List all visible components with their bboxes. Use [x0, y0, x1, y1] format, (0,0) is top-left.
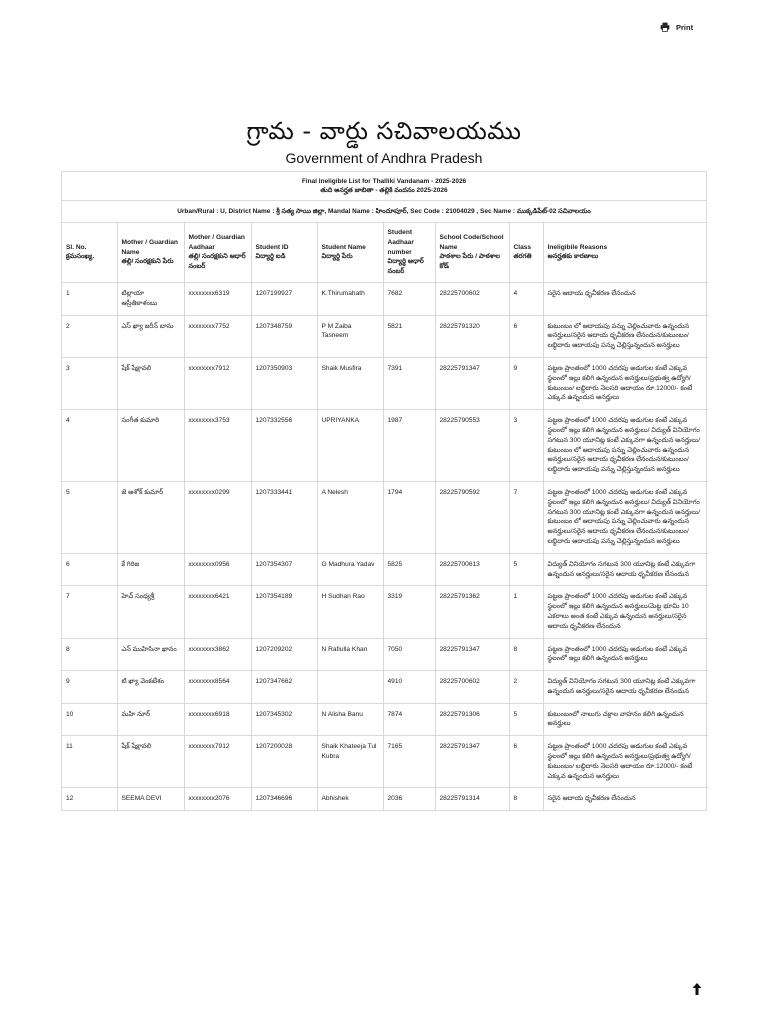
- column-header-en: Student Aadhaar number: [387, 229, 414, 256]
- class-cell: 3: [509, 410, 543, 482]
- sl-no-cell: 3: [62, 357, 117, 409]
- student-id-cell: 1207345302: [251, 703, 317, 736]
- table-row: [62, 586, 708, 638]
- print-label: Print: [676, 22, 694, 32]
- column-header: [435, 223, 509, 282]
- student-name-cell: N Alisha Banu: [317, 703, 383, 736]
- sl-no-cell: 6: [62, 553, 117, 586]
- column-header-en: Ineligibile Reasons: [547, 243, 608, 251]
- class-cell: 7: [509, 481, 543, 553]
- table-row: [62, 315, 708, 357]
- column-header-te: తరగతి: [513, 253, 532, 261]
- area-details: Urban/Rural : U, District Name : శ్రీ సత్య సాయి జిల్లా, Mandal Name : హిందూపూర్, Sec Code : 21004029 , Sec Name : ముక్కడిపేట్-02 సచివాలయం: [62, 201, 706, 223]
- reason-cell: కుటుంబం లో ఆదాయపు పన్ను చెల్లించువారు ఉన్నందున అనర్హులు/సరైన ఆదాయ ధృవీకరణ లేనందున/కుటుంబం/ లబ్ధిదారు ఆదాయపు పన్ను చెల్లిస్తున్నందున అనర్హులు: [543, 315, 708, 357]
- column-header: [543, 223, 708, 282]
- mother-aadhaar-cell: xxxxxxxx2076: [184, 788, 251, 810]
- sl-no-cell: 2: [62, 315, 117, 357]
- student-id-cell: 1207209202: [251, 638, 317, 671]
- mother-aadhaar-cell: xxxxxxxx0299: [184, 481, 251, 553]
- mother-aadhaar-cell: xxxxxxxx6918: [184, 703, 251, 736]
- student-id-cell: 1207200028: [251, 736, 317, 788]
- list-title: [62, 172, 706, 201]
- mother-aadhaar-cell: xxxxxxxx6421: [184, 586, 251, 638]
- sl-no-cell: 12: [62, 788, 117, 810]
- class-cell: 1: [509, 586, 543, 638]
- class-cell: 5: [509, 703, 543, 736]
- reason-cell: పట్టణ ప్రాంతంలో 1000 చదరపు అడుగుల కంటే ఎక్కువ స్థలంలో ఇల్లు కలిగి ఉన్నందున అనర్హులు/ విద్యుత్ వినియోగం సగటున 300 యూనిట్ల కంటే ఎక్కువగా ఉన్నందున అనర్హులు/కుటుంబం లో ఆదాయపు పన్ను చెల్లించువారు ఉన్నందున అనర్హులు/సరైన ఆదాయ ధృవీకరణ లేనందున/కుటుంబం/ లబ్ధిదారు ఆదాయపు పన్ను చెల్లిస్తున్నందున అనర్హులు: [543, 481, 708, 553]
- mother-name-cell: మహి నూర్: [117, 703, 184, 736]
- column-header-te: విద్యార్థి ఐడి: [255, 253, 286, 261]
- table-row: [62, 410, 708, 482]
- column-header: [62, 223, 117, 282]
- mother-name-cell: ఎస్ ఖ్యా జరీన్ బాను: [117, 315, 184, 357]
- printer-icon: [660, 22, 670, 32]
- sl-no-cell: 4: [62, 410, 117, 482]
- sl-no-cell: 10: [62, 703, 117, 736]
- student-aadhaar-cell: 3319: [383, 586, 435, 638]
- student-aadhaar-cell: 4910: [383, 671, 435, 704]
- student-id-cell: 1207333441: [251, 481, 317, 553]
- scroll-to-top-icon[interactable]: [691, 982, 703, 996]
- student-id-cell: 1207354189: [251, 586, 317, 638]
- column-header: [509, 223, 543, 282]
- class-cell: 8: [509, 788, 543, 810]
- school-code-cell: 28225791306: [435, 703, 509, 736]
- reason-cell: పట్టణ ప్రాంతంలో 1000 చదరపు అడుగుల కంటే ఎక్కువ స్థలంలో ఇల్లు కలిగి ఉన్నందున అనర్హులు/ప్రభుత్వ ఉద్యోగి/కుటుంబం/ లబ్ధిదారు నెలసరి ఆదాయం రూ.12000/- కంటే ఎక్కువ ఉన్నందున అనర్హులు: [543, 736, 708, 788]
- sl-no-cell: 9: [62, 671, 117, 704]
- student-name-cell: UPRIYANKA: [317, 410, 383, 482]
- column-header: [184, 223, 251, 282]
- school-code-cell: 28225700613: [435, 553, 509, 586]
- student-name-cell: G Madhura Yadav: [317, 553, 383, 586]
- table-header-row: [62, 223, 708, 282]
- column-header-en: Mother / Guardian Name: [121, 238, 178, 256]
- telugu-title: గ్రామ - వార్డు సచివాలయము: [246, 117, 522, 145]
- student-aadhaar-cell: 1987: [383, 410, 435, 482]
- class-cell: 2: [509, 671, 543, 704]
- school-code-cell: 28225700602: [435, 671, 509, 704]
- mother-name-cell: SEEMA DEVI: [117, 788, 184, 810]
- student-id-cell: 1207354307: [251, 553, 317, 586]
- school-code-cell: 28225791314: [435, 788, 509, 810]
- column-header-en: Student ID: [255, 243, 289, 251]
- student-aadhaar-cell: 1794: [383, 481, 435, 553]
- sl-no-cell: 11: [62, 736, 117, 788]
- mother-aadhaar-cell: xxxxxxxx3753: [184, 410, 251, 482]
- ineligible-list-document: [61, 171, 707, 811]
- mother-aadhaar-cell: xxxxxxxx6319: [184, 282, 251, 315]
- column-header-te: తల్లి/ సంరక్షకుని ఆధార్ నంబర్: [188, 253, 246, 271]
- sl-no-cell: 1: [62, 282, 117, 315]
- school-code-cell: 28225790553: [435, 410, 509, 482]
- reason-cell: పట్టణ ప్రాంతంలో 1000 చదరపు అడుగుల కంటే ఎక్కువ స్థలంలో ఇల్లు కలిగి ఉన్నందున అనర్హులు/మెట్ట భూమి 10 ఎకరాలు అంత కంటే ఎక్కువ ఉన్నందున అనర్హులు/సరైన ఆదాయ ధృవీకరణ లేనందున: [543, 586, 708, 638]
- class-cell: 4: [509, 282, 543, 315]
- table-row: [62, 357, 708, 409]
- page-header: [0, 114, 768, 166]
- table-row: [62, 638, 708, 671]
- column-header: [117, 223, 184, 282]
- student-aadhaar-cell: 7050: [383, 638, 435, 671]
- table-row: [62, 788, 708, 810]
- mother-name-cell: షేక్ షేక్షావలి: [117, 357, 184, 409]
- column-header: [251, 223, 317, 282]
- table-row: [62, 282, 708, 315]
- print-button[interactable]: [660, 22, 693, 32]
- student-id-cell: 1207347662: [251, 671, 317, 704]
- mother-name-cell: సంగీత కుమారి: [117, 410, 184, 482]
- student-name-cell: Shaik Musfira: [317, 357, 383, 409]
- column-header-en: Class: [513, 243, 532, 251]
- table-body: [62, 282, 708, 810]
- mother-aadhaar-cell: xxxxxxxx7752: [184, 315, 251, 357]
- column-header-te: అనర్హతకు కారణాలు: [547, 253, 599, 261]
- student-name-cell: Abhishek: [317, 788, 383, 810]
- student-name-cell: P M Zaiba Tasneem: [317, 315, 383, 357]
- mother-name-cell: జె అశోక్ కుమార్: [117, 481, 184, 553]
- student-name-cell: H Sudhan Rao: [317, 586, 383, 638]
- school-code-cell: 28225700602: [435, 282, 509, 315]
- column-header-te: విద్యార్థి ఆధార్ నంబర్: [387, 258, 424, 276]
- student-name-cell: [317, 671, 383, 704]
- reason-cell: పట్టణ ప్రాంతంలో 1000 చదరపు అడుగుల కంటే ఎక్కువ స్థలంలో ఇల్లు కలిగి ఉన్నందున అనర్హులు/ విద్యుత్ వినియోగం సగటున 300 యూనిట్ల కంటే ఎక్కువగా ఉన్నందున అనర్హులు/కుటుంబం లో ఆదాయపు పన్ను చెల్లించువారు ఉన్నందున అనర్హులు/సరైన ఆదాయ ధృవీకరణ లేనందున/కుటుంబం/ లబ్ధిదారు ఆదాయపు పన్ను చెల్లిస్తున్నందున అనర్హులు: [543, 410, 708, 482]
- mother-name-cell: టిల్లాయా ఆస్రీతికాళంబు: [117, 282, 184, 315]
- reason-cell: విద్యుత్ వినియోగం సగటున 300 యూనిట్ల కంటే ఎక్కువగా ఉన్నందున అనర్హులు/సరైన ఆదాయ ధృవీకరణ లేనందున: [543, 671, 708, 704]
- column-header-te: క్రమసంఖ్య.: [66, 253, 95, 261]
- student-id-cell: 1207346696: [251, 788, 317, 810]
- student-aadhaar-cell: 2036: [383, 788, 435, 810]
- reason-cell: సరైన ఆదాయ ధృవీకరణ లేనందున: [543, 282, 708, 315]
- student-id-cell: 1207332556: [251, 410, 317, 482]
- student-aadhaar-cell: 7165: [383, 736, 435, 788]
- reason-cell: సరైన ఆదాయ ధృవీకరణ లేనందున: [547, 795, 636, 803]
- student-name-cell: A Nelesh: [317, 481, 383, 553]
- column-header-te: విద్యార్థి పేరు: [321, 253, 353, 261]
- sl-no-cell: 8: [62, 638, 117, 671]
- mother-aadhaar-cell: xxxxxxxx7912: [184, 736, 251, 788]
- column-header-te: తల్లి/ సంరక్షకుని పేరు: [121, 258, 174, 266]
- student-name-cell: Shaik Khateeja Tul Kubra: [317, 736, 383, 788]
- mother-aadhaar-cell: xxxxxxxx8564: [184, 671, 251, 704]
- list-title-en: Final Ineligible List for Thalliki Vandanam - 2025-2026: [301, 178, 467, 185]
- sl-no-cell: 5: [62, 481, 117, 553]
- school-code-cell: 28225791320: [435, 315, 509, 357]
- school-code-cell: 28225791347: [435, 357, 509, 409]
- student-name-cell: K.Thirumahath: [317, 282, 383, 315]
- reason-cell: పట్టణ ప్రాంతంలో 1000 చదరపు అడుగుల కంటే ఎక్కువ స్థలంలో ఇల్లు కలిగి ఉన్నందున అనర్హులు/ప్రభుత్వ ఉద్యోగి/కుటుంబం/ లబ్ధిదారు నెలసరి ఆదాయం రూ.12000/- కంటే ఎక్కువ ఉన్నందున అనర్హులు: [543, 357, 708, 409]
- class-cell: 8: [509, 638, 543, 671]
- class-cell: 6: [509, 736, 543, 788]
- column-header-en: Sl. No.: [66, 243, 87, 251]
- student-name-cell: N Rafiulla Khan: [317, 638, 383, 671]
- school-code-cell: 28225790592: [435, 481, 509, 553]
- school-code-cell: 28225791347: [435, 736, 509, 788]
- english-title: Government of Andhra Pradesh: [285, 150, 483, 166]
- column-header-en: Mother / Guardian Aadhaar: [188, 233, 245, 251]
- table-row: [62, 671, 708, 704]
- student-aadhaar-cell: 7391: [383, 357, 435, 409]
- list-title-te: తుది అనర్హత జాబితా - తల్లికి వందనం 2025-2026: [320, 187, 448, 194]
- reason-cell: పట్టణ ప్రాంతంలో 1000 చదరపు అడుగుల కంటే ఎక్కువ స్థలంలో ఇల్లు కలిగి ఉన్నందున అనర్హులు: [543, 638, 708, 671]
- class-cell: 6: [509, 315, 543, 357]
- mother-aadhaar-cell: xxxxxxxx7912: [184, 357, 251, 409]
- mother-name-cell: హెచ్ సంధ్యశ్రీ: [117, 586, 184, 638]
- mother-name-cell: టి ఖ్యా వెంకటేశం: [117, 671, 184, 704]
- mother-aadhaar-cell: xxxxxxxx0956: [184, 553, 251, 586]
- column-header-en: School Code/School Name: [439, 233, 504, 251]
- column-header: [383, 223, 435, 282]
- mother-name-cell: ఎన్ ముహిసినా ఖానం: [117, 638, 184, 671]
- column-header: [317, 223, 383, 282]
- table-row: [62, 553, 708, 586]
- column-header-te: పాఠశాల పేరు / పాఠశాల కోడ్: [439, 253, 501, 271]
- student-aadhaar-cell: 7682: [383, 282, 435, 315]
- student-id-cell: 1207350903: [251, 357, 317, 409]
- mother-name-cell: కే గిరిజ: [117, 553, 184, 586]
- table-row: [62, 481, 708, 553]
- table-row: [62, 736, 708, 788]
- student-id-cell: 1207348759: [251, 315, 317, 357]
- student-aadhaar-cell: 7874: [383, 703, 435, 736]
- student-aadhaar-cell: 5825: [383, 553, 435, 586]
- table-row: [62, 703, 708, 736]
- class-cell: 9: [509, 357, 543, 409]
- sl-no-cell: 7: [62, 586, 117, 638]
- mother-name-cell: షేక్ షేక్షావలి: [117, 736, 184, 788]
- reason-cell: కుటుంబంలో నాలుగు చక్రాల వాహనం కలిగి ఉన్నందున అనర్హులు: [543, 703, 708, 736]
- school-code-cell: 28225791347: [435, 638, 509, 671]
- school-code-cell: 28225791362: [435, 586, 509, 638]
- reason-cell: విద్యుత్ వినియోగం సగటున 300 యూనిట్ల కంటే ఎక్కువగా ఉన్నందున అనర్హులు/సరైన ఆదాయ ధృవీకరణ లేనందున: [543, 553, 708, 586]
- ineligible-table: [62, 223, 708, 810]
- class-cell: 5: [509, 553, 543, 586]
- column-header-en: Student Name: [321, 243, 366, 251]
- mother-aadhaar-cell: xxxxxxxx3862: [184, 638, 251, 671]
- student-id-cell: 1207199927: [251, 282, 317, 315]
- student-aadhaar-cell: 5821: [383, 315, 435, 357]
